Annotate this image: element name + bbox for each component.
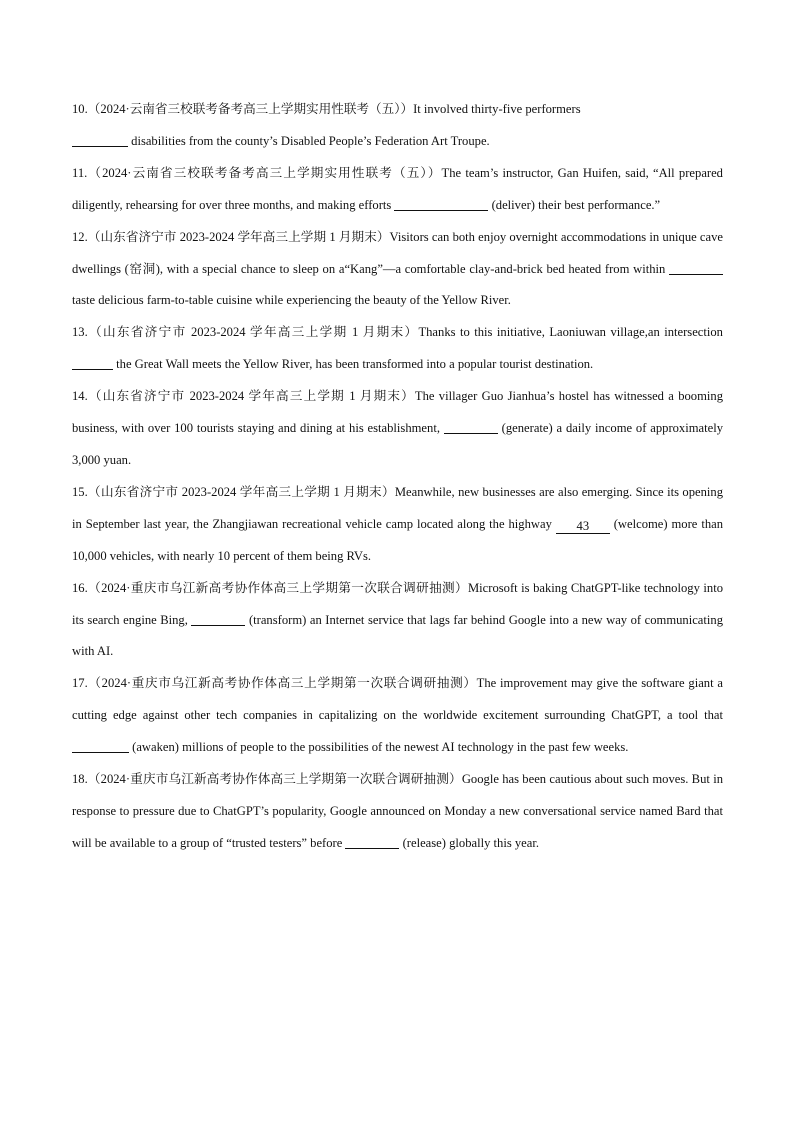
exercise-page — [72, 94, 723, 860]
question-number: 18. — [72, 772, 88, 787]
question-number: 10. — [72, 102, 88, 116]
answer-blank[interactable] — [72, 355, 113, 370]
question-source: （2024·云南省三校联考备考高三上学期实用性联考（五）） — [87, 165, 442, 180]
question-text-after: their best performance.” — [534, 197, 661, 212]
question-source: （山东省济宁市 2023-2024 学年高三上学期 1 月期末） — [87, 484, 395, 499]
question-number: 16. — [72, 580, 88, 595]
question-hint: (generate) — [497, 421, 553, 436]
question-14 — [72, 381, 723, 477]
question-text: The team’s instructor, Gan Huifen, said, “All prepared diligently, rehearsing for over three months, and making efforts — [72, 165, 723, 212]
answer-blank[interactable]: 43 — [556, 519, 610, 534]
question-text: Visitors can both enjoy overnight accommodations in unique cave dwellings (窑洞), with a special chance to sleep on a“Kang”—a comfortable clay-and-brick bed heated from within — [72, 229, 723, 276]
question-hint: (awaken) — [129, 740, 179, 755]
question-17 — [72, 668, 723, 764]
question-number: 15. — [72, 484, 88, 499]
question-hint: (transform) — [245, 612, 307, 627]
answer-blank[interactable] — [191, 611, 245, 626]
question-source: （山东省济宁市 2023-2024 学年高三上学期 1 月期末） — [87, 325, 419, 340]
question-number: 12. — [72, 229, 88, 244]
answer-blank[interactable] — [72, 738, 129, 753]
answer-blank[interactable] — [72, 132, 128, 147]
answer-blank[interactable] — [394, 196, 488, 211]
question-source: （2024·云南省三校联考备考高三上学期实用性联考（五）） — [87, 102, 414, 116]
question-13 — [72, 317, 723, 381]
question-source: （2024·重庆市乌江新高考协作体高三上学期第一次联合调研抽测） — [87, 772, 462, 787]
question-hint: (deliver) — [488, 197, 535, 212]
question-text: Meanwhile, new businesses are also emerging. Since its opening in September last year, the Zhangjiawan recreational vehicle camp located along the highway — [72, 484, 723, 531]
question-number: 17. — [72, 676, 88, 691]
question-source: （2024·重庆市乌江新高考协作体高三上学期第一次联合调研抽测） — [87, 580, 468, 595]
question-text: Thanks to this initiative, Laoniuwan village,an intersection — [418, 325, 723, 340]
question-hint: (release) — [399, 835, 446, 850]
question-11 — [72, 158, 723, 222]
question-text-after: (welcome) more than 10,000 vehicles, with nearly 10 percent of them being RVs. — [72, 516, 723, 563]
question-text: The improvement may give the software giant a cutting edge against other tech companies in capitalizing on the worldwide excitement surrounding ChatGPT, a tool that — [72, 676, 723, 723]
question-10 — [72, 94, 723, 158]
question-text: It involved thirty-five performers — [413, 102, 581, 116]
question-source: （山东省济宁市 2023-2024 学年高三上学期 1 月期末） — [87, 389, 415, 404]
question-text: Google has been cautious about such moves. But in response to pressure due to ChatGPT’s popularity, Google announced on Monday a new conversational service named Bard that will be available to a group of “trusted testers” before — [72, 772, 723, 850]
question-source: （山东省济宁市 2023-2024 学年高三上学期 1 月期末） — [87, 229, 390, 244]
question-15 — [72, 477, 723, 573]
question-18 — [72, 764, 723, 860]
question-text-after: globally this year. — [445, 835, 540, 850]
question-12 — [72, 222, 723, 318]
question-text-after: millions of people to the possibilities of the newest AI technology in the past few weeks. — [179, 740, 629, 755]
question-text-after: the Great Wall meets the Yellow River, has been transformed into a popular tourist destination. — [113, 357, 594, 372]
question-16 — [72, 573, 723, 669]
question-text-after: an Internet service that lags far behind Google into a new way of communicating with AI. — [72, 612, 723, 659]
question-text: Microsoft is baking ChatGPT-like technology into its search engine Bing, — [72, 580, 723, 627]
question-number: 14. — [72, 389, 88, 404]
question-number: 11. — [72, 165, 88, 180]
question-text: The villager Guo Jianhua’s hostel has witnessed a booming business, with over 100 tourists staying and dining at his establishment, — [72, 389, 723, 436]
question-number: 13. — [72, 325, 88, 340]
answer-blank[interactable] — [669, 260, 723, 275]
question-text-after: taste delicious farm-to-table cuisine while experiencing the beauty of the Yellow River. — [72, 293, 511, 308]
question-source: （2024·重庆市乌江新高考协作体高三上学期第一次联合调研抽测） — [87, 676, 477, 691]
answer-blank[interactable] — [345, 834, 399, 849]
answer-blank[interactable] — [444, 419, 498, 434]
question-text-after: a daily income of approximately 3,000 yuan. — [72, 421, 723, 467]
question-text-after: disabilities from the county’s Disabled People’s Federation Art Troupe. — [128, 133, 490, 148]
